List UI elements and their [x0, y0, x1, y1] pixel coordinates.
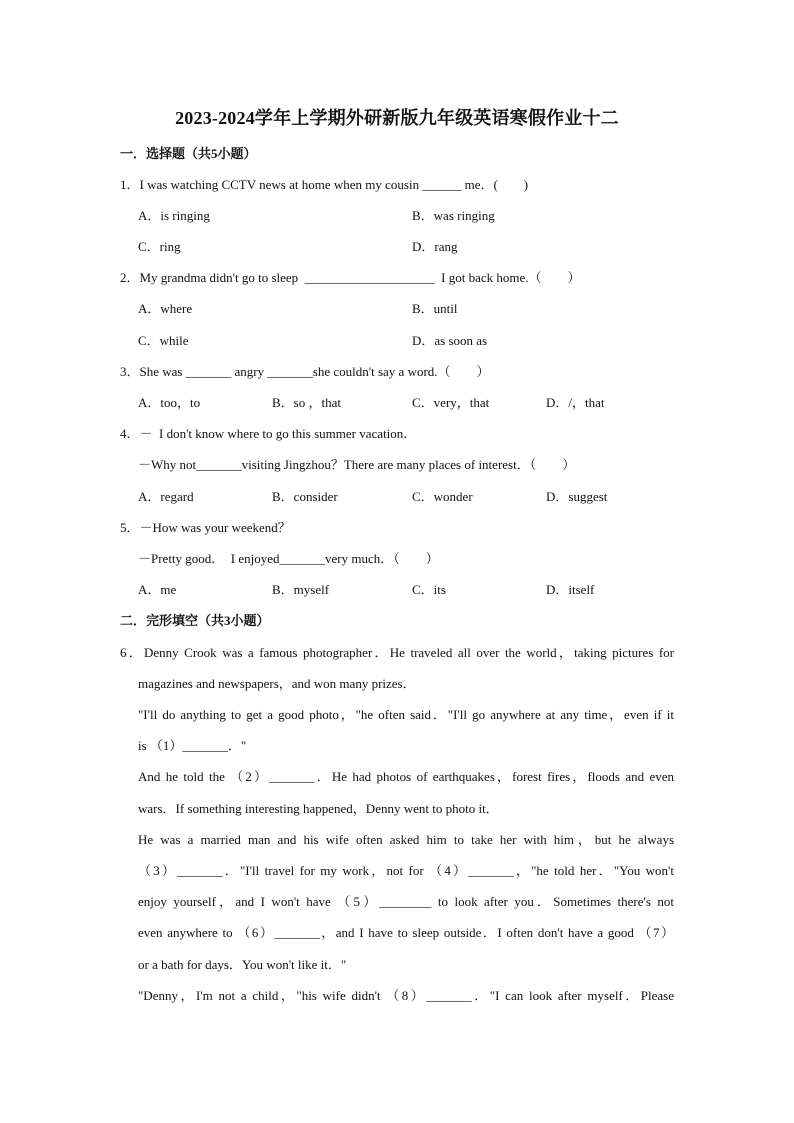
passage-line-3: "I'll do anything to get a good photo，"he often said．"I'll go anywhere at any time，even if it	[138, 707, 674, 722]
passage-line-9: enjoy yourself，and I won't have （5）________ to look after you．Sometimes there's not	[138, 894, 674, 909]
passage-line-5: And he told the （2）_______．He had photos of earthquakes，forest fires，floods and even	[138, 769, 674, 784]
question-2-option-d: D．as soon as	[412, 333, 488, 348]
passage-line-1: 6．Denny Crook was a famous photographer．He traveled all over the world，taking pictures for	[120, 645, 674, 660]
passage-line-4: is （1）_______．"	[138, 738, 247, 753]
question-2-option-b: B．until	[412, 301, 458, 316]
page-title: 2023-2024学年上学期外研新版九年级英语寒假作业十二	[175, 108, 619, 128]
question-3-option-b: B．so ，that	[272, 395, 341, 410]
question-2-option-c: C．while	[138, 333, 189, 348]
question-5-option-d: D．itself	[546, 582, 595, 597]
question-4-option-d: D．suggest	[546, 489, 608, 504]
section-heading-choice: 一．选择题（共5小题）	[120, 146, 257, 161]
question-4-stem: 4．－ I don't know where to go this summer vacation．	[120, 426, 417, 441]
question-5-option-b: B．myself	[272, 582, 330, 597]
question-5-stem-reply: －Pretty good． I enjoyed_______very much．（ ）	[138, 551, 439, 566]
question-3-stem: 3．She was _______ angry _______she couldn't say a word.（ ）	[120, 364, 490, 379]
question-1-option-c: C．ring	[138, 239, 181, 254]
question-3-option-a: A．too，to	[138, 395, 201, 410]
question-2-stem: 2．My grandma didn't go to sleep ____________________ I got back home.（ ）	[120, 270, 581, 285]
passage-line-7: He was a married man and his wife often asked him to take her with him，but he always	[138, 832, 674, 847]
passage-line-10: even anywhere to （6）_______，and I have to sleep outside．I often don't have a good （7）	[138, 925, 674, 940]
question-5-option-c: C．its	[412, 582, 446, 597]
question-4-option-a: A．regard	[138, 489, 194, 504]
question-2-option-a: A．where	[138, 301, 193, 316]
passage-line-2: magazines and newspapers，and won many prizes．	[138, 676, 416, 691]
question-4-stem-reply: －Why not_______visiting Jingzhou？There are many places of interest．（ ）	[138, 457, 576, 472]
question-1-stem: 1．I was watching CCTV news at home when my cousin ______ me．( )	[120, 177, 529, 192]
question-4-option-c: C．wonder	[412, 489, 473, 504]
passage-line-12: "Denny，I'm not a child，"his wife didn't （8）_______．"I can look after myself．Please	[138, 988, 674, 1003]
passage-line-11: or a bath for days．You won't like it．"	[138, 957, 347, 972]
question-3-option-d: D．/，that	[546, 395, 605, 410]
question-3-option-c: C．very，that	[412, 395, 490, 410]
passage-line-6: wars．If something interesting happened，Denny went to photo it．	[138, 801, 499, 816]
passage-line-8: （3）_______．"I'll travel for my work，not for （4）_______，"he told her．"You won't	[138, 863, 674, 878]
question-5-stem: 5．－How was your weekend？	[120, 520, 291, 535]
question-1-option-b: B．was ringing	[412, 208, 495, 223]
question-5-option-a: A．me	[138, 582, 177, 597]
question-1-option-d: D．rang	[412, 239, 458, 254]
question-4-option-b: B．consider	[272, 489, 338, 504]
section-heading-cloze: 二．完形填空（共3小题）	[120, 613, 270, 628]
question-1-option-a: A．is ringing	[138, 208, 210, 223]
